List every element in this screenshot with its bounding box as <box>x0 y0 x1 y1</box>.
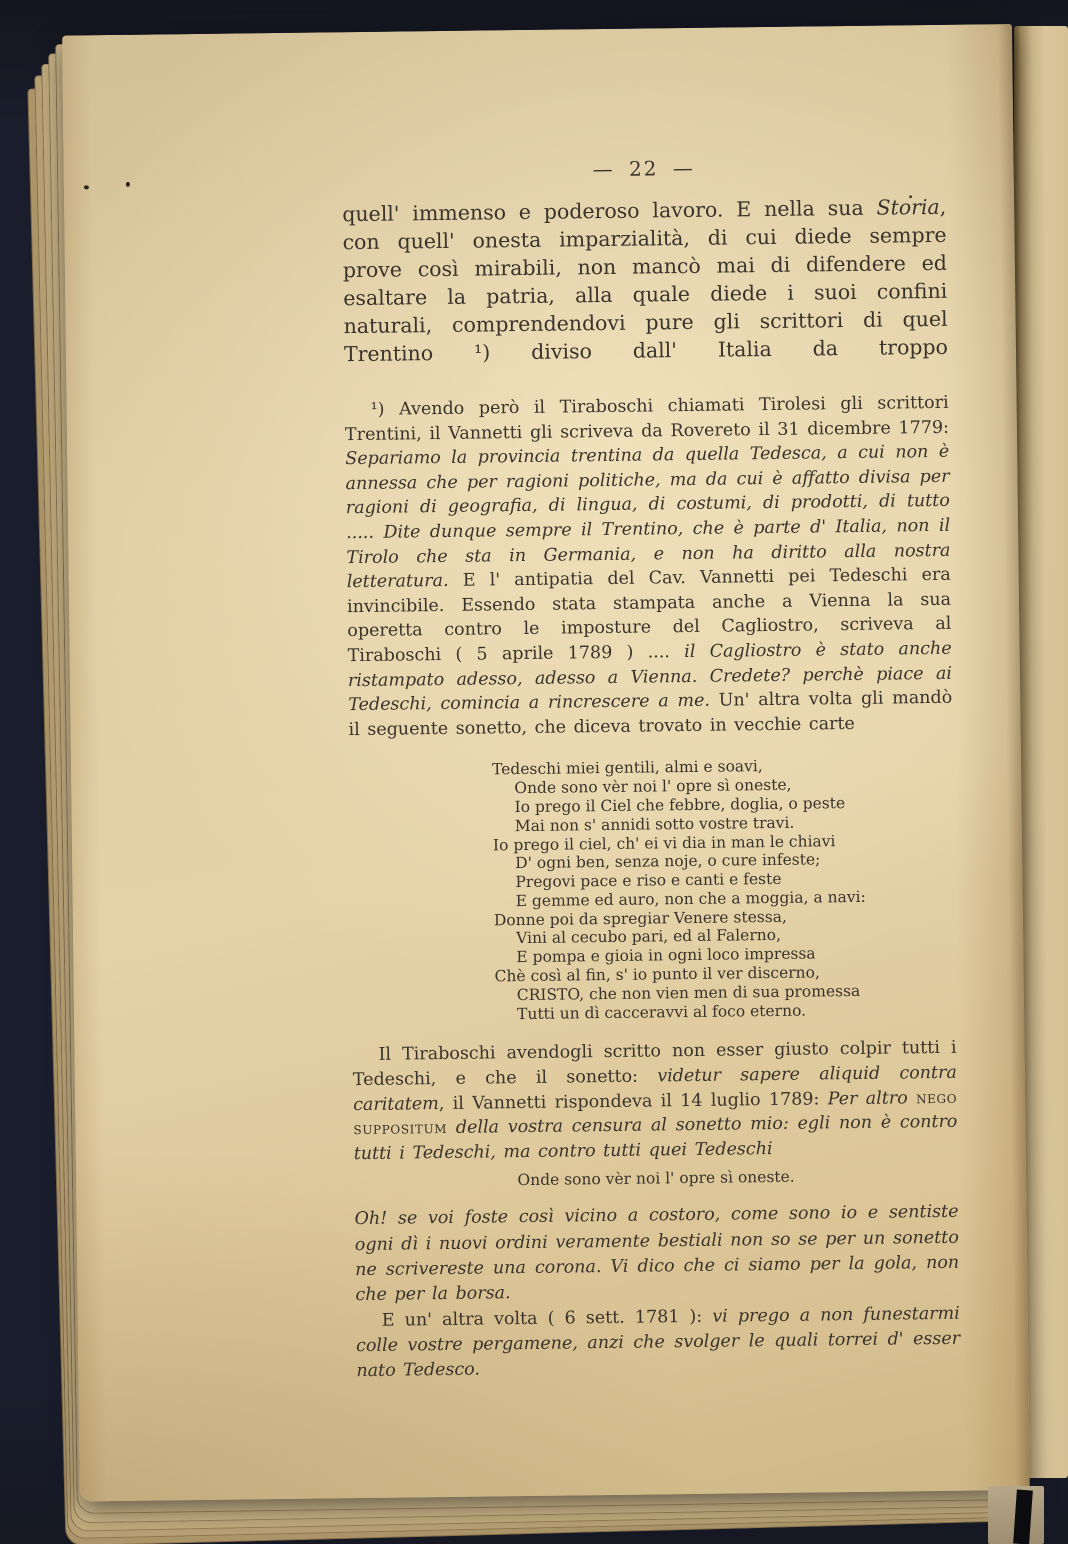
book-page <box>62 24 1030 1501</box>
quoted-verse-line: Onde sono vèr noi l' opre sì oneste. <box>517 1168 795 1190</box>
sonnet <box>492 755 956 1024</box>
sonnet-line: Tedeschi miei gentili, almi e soavi, <box>491 757 763 779</box>
sonnet-line: Pregovi pace e riso e canti e feste <box>515 869 782 892</box>
sonnet-line: E pompa e gioia in ogni loco impressa <box>516 944 816 967</box>
closing-paragraph-1: Oh! se voi foste così vicino a costoro, come sono io e sentiste ogni dì i nuovi ordini veramente bestiali non so se per un sonetto ne scrivereste una corona. Vi dico che ci siamo per la gola, non che per la borsa. <box>354 1202 960 1306</box>
binding-tape <box>988 1486 1044 1544</box>
sonnet-line: E gemme ed auro, non che a moggia, a navi: <box>515 887 866 911</box>
paper-speck <box>126 182 130 187</box>
binding-shadow <box>1013 1490 1033 1544</box>
sonnet-line: Io prego il ciel, ch' ei vi dia in man le chiavi <box>492 831 836 854</box>
sonnet-line: Chè così al fin, s' io punto il ver discerno, <box>494 963 820 986</box>
paper-speck <box>84 185 89 189</box>
footnote-paragraph: ¹) Avendo però il Tiraboschi chiamati Tirolesi gli scrittori Trentini, il Vannetti gli scriveva da Rovereto il 31 dicembre 1779: Separiamo la provincia trentina da quella Tedesca, a cui non è annessa che per ragioni politiche, ma da cui è affatto divisa per ragioni di geografia, di lingua, di costumi, di prodotti, di tutto ..... Dite dunque sempre il Trentino, che è parte d' Italia, non il Tirolo che sta in Germania, e non ha diritto alla nostra letteratura. E l' antipatia del Cav. Vannetti pei Tedeschi era invincibile. Essendo stata stampata anche a Vienna la sua operetta contro le imposture del Cagliostro, scriveva al Tiraboschi ( 5 aprile 1789 ) .... il Cagliostro è stato anche ristampato adesso, adesso a Vienna. Credete? perchè piace ai Tedeschi, comincia a rincrescere a me. Un' altra volta gli mandò il seguente sonetto, che diceva trovato in vecchie carte <box>344 392 953 740</box>
page-number: — 22 — <box>592 155 695 182</box>
text-column <box>342 153 961 1385</box>
sonnet-line: Donne poi da spregiar Venere stessa, <box>493 907 788 930</box>
sonnet-line: Tutti un dì cacceravvi al foco eterno. <box>516 1001 807 1023</box>
sonnet-line: Io prego il Ciel che febbre, doglia, o peste <box>514 794 846 817</box>
sonnet-line: Onde sono vèr noi l' opre sì oneste, <box>514 775 792 798</box>
sonnet-line: Vini al cecubo pari, ed al Falerno, <box>516 926 782 948</box>
sonnet-line: CRISTO, che non vien men di sua promessa <box>516 981 861 1004</box>
sonnet-line: Mai non s' annidi sotto vostre travi. <box>514 813 795 835</box>
closing-paragraph-2: E un' altra volta ( 6 sett. 1781 ): vi prego a non funestarmi colle vostre pergamene, anzi che svolger le quali torrei d' esser nato Tedesco. <box>355 1303 961 1382</box>
sonnet-line: D' ogni ben, senza noje, o cure infeste; <box>515 850 821 873</box>
main-paragraph: quell' immenso e poderoso lavoro. E nella sua Storia, con quell' onesta imparzialità, di cui diede sempre prove così mirabili, non mancò mai di difendere ed esaltare la patria, alla quale diede i suoi confini naturali, comprendendovi pure gli scrittori di quel Trentino ¹) diviso dall' Italia da troppo <box>342 194 949 367</box>
after-sonnet-paragraph: Il Tiraboschi avendogli scritto non esser giusto colpir tutti i Tedeschi, e che il sonetto: videtur sapere aliquid contra caritatem, il Vannetti rispondeva il 14 luglio 1789: Per altro nego suppositum della vostra censura al sonetto mio: egli non è contro tutti i Tedeschi, ma contro tutti quei Tedeschi <box>352 1038 958 1164</box>
